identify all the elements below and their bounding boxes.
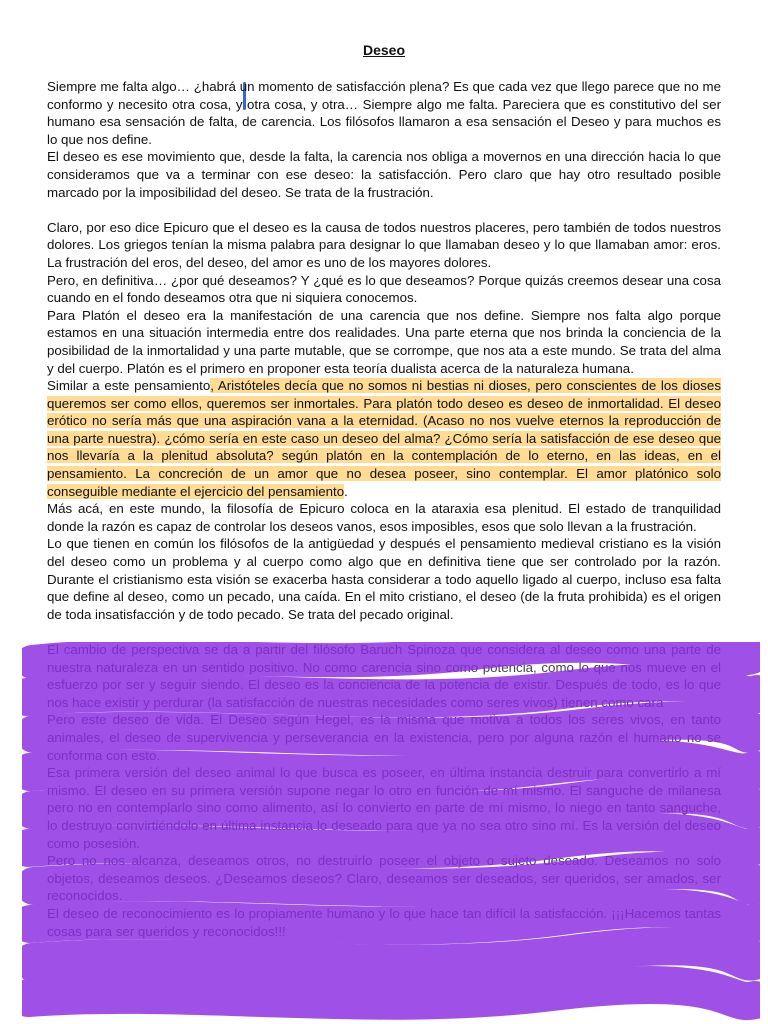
paragraph-5: Para Platón el deseo era la manifestación de una carencia que nos define. Siempre nos falta algo porque estamos en una situación intermedia entre dos realidades. Una parte eterna que nos brinda la conciencia de la posibilidad de la inmortalidad y una parte mutable, que se corrompe, que nos ata a este mundo. Se trata del alma y del cuerpo. Platón es el primero en proponer esta teoría dualista acerca de la naturaleza humana. [47, 307, 721, 376]
paragraph-8: Lo que tienen en común los filósofos de la antigüedad y después el pensamiento medieval cristiano es la visión del deseo como un problema y al cuerpo como algo que en definitiva tiene que ser controlado por la razón. Durante el cristianismo esta visión se exacerba hasta considerar a todo aquello ligado al cuerpo, incluso esa falta que define al deseo, como un pecado, una caída. En el mito cristiano, el deseo (de la fruta prohibida) es el origen de toda insatisfacción y de todo pecado. Se trata del pecado original. [47, 536, 721, 622]
paragraph-11: Esa primera versión del deseo animal lo que busca es poseer, en última instancia destruir para convertirlo a mí mismo. El deseo en su primera versión supone negar lo otro en función de mí mismo. El sanguche de milanesa pero no en contemplarlo sino como alimento, así lo convierto en parte de mí mismo, lo niego en tanto sanguche, lo destruyo convirtiéndolo en última instancia lo deseado para que ya no sea otro sino mí. Es la versión del deseo como posesión. [47, 765, 721, 851]
paragraph-12: Pero no nos alcanza, deseamos otros, no destruirlo poseer el objeto o sujeto deseado. Deseamos no solo objetos, deseamos deseos. ¿Deseamos deseos? Claro, deseamos ser deseados, ser queridos, ser amados, ser reconocidos. [47, 853, 721, 904]
highlighted-passage: , Aristóteles decía que no somos ni bestias ni dioses, pero conscientes de los dioses queremos ser como ellos, queremos ser inmortales. Para platón todo deseo es deseo de inmortalidad. El deseo erótico no sería más que una aspiración vana a la eternidad. (Acaso no nos vuelve eternos la reproducción de una parte nuestra). ¿cómo sería en este caso un deseo del alma? ¿Cómo sería la satisfacción de ese deseo que nos llevaría a la plenitud absoluta? según platón en la contemplación de lo eterno, en las ideas, en el pensamiento. La concreción de un amor que no desea poseer, sino contemplar. El amor platónico solo conseguible mediante el ejercicio del pensamiento [47, 378, 721, 499]
paragraph-6 [47, 377, 721, 500]
paragraph-1: Siempre me falta algo… ¿habrá un momento de satisfacción plena? Es que cada vez que llego parece que no me conformo y necesito otra cosa, y otra cosa, y otra… Siempre algo me falta. Pareciera que es constitutivo del ser humano esa sensación de falta, de carencia. Los filósofos llamaron a esa sensación el Deseo y para muchos es lo que nos define. [47, 79, 721, 147]
paragraph-3: Claro, por eso dice Epicuro que el deseo es la causa de todos nuestros placeres, pero también de todos nuestros dolores. Los griegos tenían la misma palabra para designar lo que llamaban deseo y lo que llamaban amor: eros. La frustración del eros, del deseo, del amor es uno de los mayores dolores. [47, 219, 721, 270]
paragraph-4: Pero, en definitiva… ¿por qué deseamos? Y ¿qué es lo que deseamos? Porque quizás creemos desear una cosa cuando en el fondo deseamos otra que ni siquiera conocemos. [47, 272, 721, 306]
paragraph-10: Pero este deseo de vida. El Deseo según Hegel, es la misma que motiva a todos los seres vivos, en tanto animales, el deseo de supervivencia y perseverancia en la existencia, pero por alguna razón el humano no se conforma con esto. [47, 712, 721, 763]
document-title: Deseo [362, 42, 406, 58]
paragraph-6-pre: Similar a este pensamiento [47, 378, 211, 394]
paragraph-2: El deseo es ese movimiento que, desde la falta, la carencia nos obliga a movernos en una dirección hacia lo que consideramos que va a terminar con ese deseo: la satisfacción. Pero claro que hay otro resultado posible marcado por la imposibilidad del deseo. Se trata de la frustración. [47, 149, 721, 200]
document-body [47, 78, 721, 940]
paragraph-7: Más acá, en este mundo, la filosofía de Epicuro coloca en la ataraxia esa plenitud. El estado de tranquilidad donde la razón es capaz de controlar los deseos vanos, esos imposibles, esos que solo llevan a la frustración. [47, 501, 721, 534]
paragraph-6-post: . [344, 483, 348, 499]
paragraph-13: El deseo de reconocimiento es lo propiamente humano y lo que hace tan difícil la satisfacción. ¡¡¡Hacemos tantas cosas para ser queridos y reconocidos!!! [47, 905, 721, 939]
paragraph-9: El cambio de perspectiva se da a partir del filósofo Baruch Spinoza que considera al deseo como una parte de nuestra naturaleza en un sentido positivo. No como carencia sino como potencia, como lo que nos mueve en el esfuerzo por ser y seguir siendo. El deseo es la conciencia de la potencia de existir. Después de todo, es lo que nos hace existir y perdurar (la satisfacción de nuestras necesidades como seres vivos) tienen como cara [47, 642, 721, 710]
